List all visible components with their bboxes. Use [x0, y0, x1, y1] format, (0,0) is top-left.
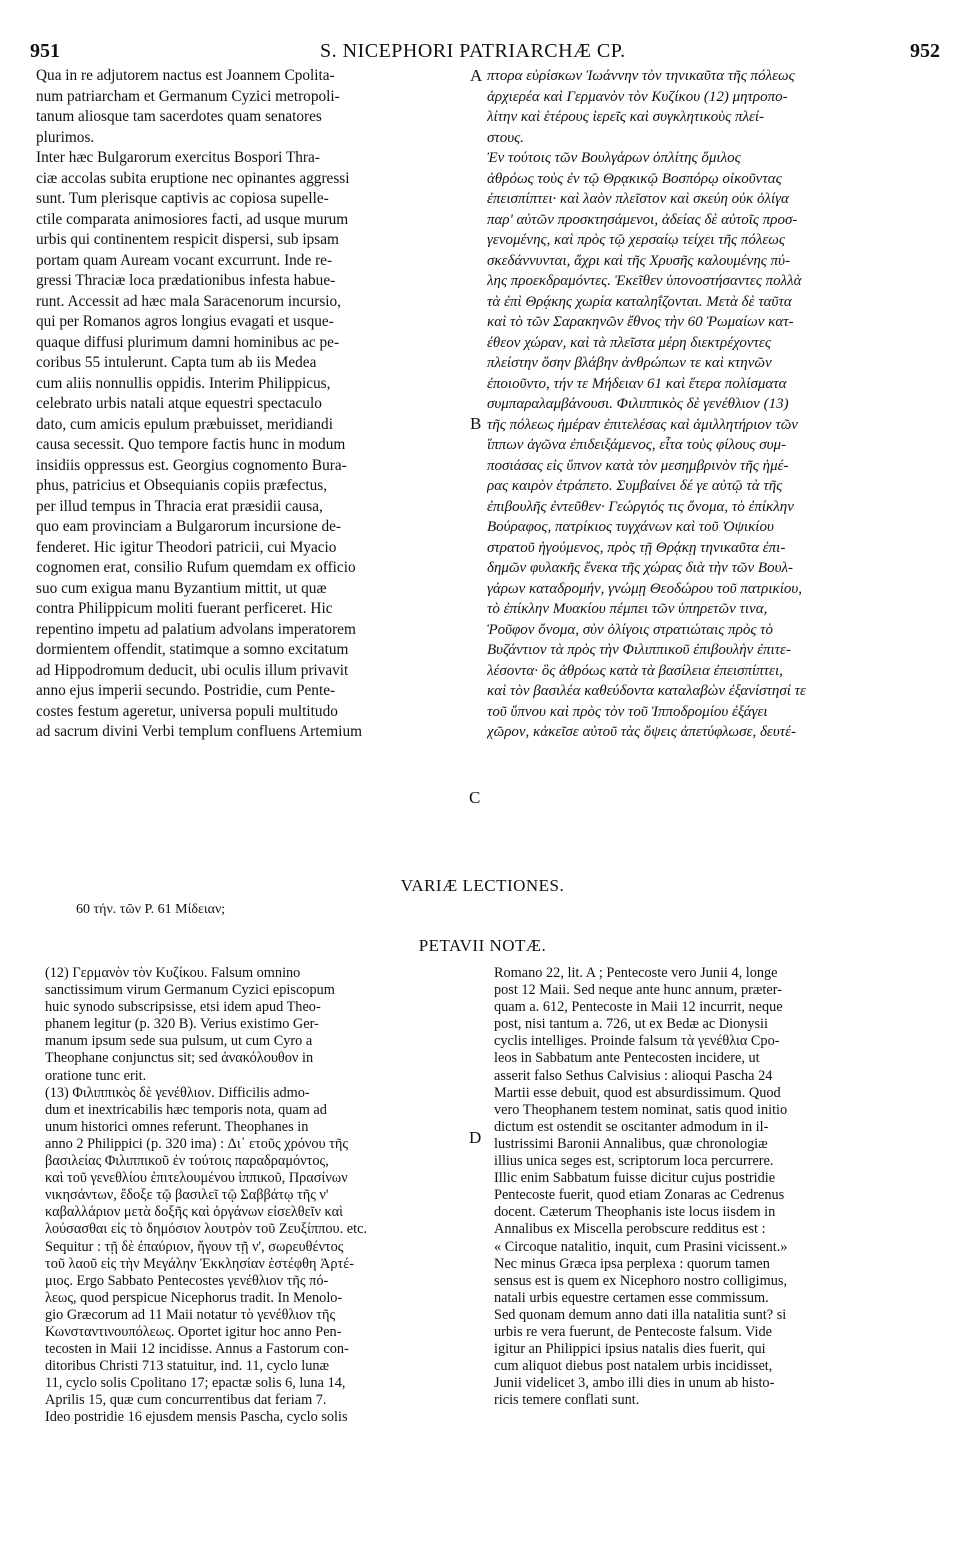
text-line: γάρων καταδρομήν, γνώμῃ Θεοδώρου τοῦ πατρικίου,	[487, 580, 802, 597]
text-line: asserit falso Sethus Calvisius : alioqui Pascha 24	[494, 1067, 773, 1084]
text-line: Nec minus Græca ipsa perplexa : quorum tamen	[494, 1255, 770, 1272]
text-line: sunt. Tum plerisque captivis ac copiosa supelle-	[36, 190, 329, 207]
notes-left-column	[45, 965, 460, 1427]
text-line: suo cum exigua manu Byzantium mittit, ut quæ	[36, 579, 327, 597]
text-line: ἐπεισπίπτει· καὶ λαὸν πλεῖστον καὶ σκεύη οὐκ ὀλίγα	[487, 191, 789, 207]
text-line: στους.	[487, 129, 524, 146]
text-line: « Circoque natalitio, inquit, cum Prasini vicissent.»	[494, 1238, 788, 1255]
text-line: huic synodo subscripsisse, etsi idem apud Theo-	[45, 999, 321, 1016]
text-line: anno 2 Philippici (p. 320 ima) : Δι᾽ ετοῦς χρόνου τῆς	[45, 1135, 349, 1152]
text-line: runt. Accessit ad hæc mala Saracenorum incursio,	[36, 292, 341, 310]
text-line: τῆς πόλεως ἡμέραν ἐπιτελέσας καὶ ἁμιλλητήριον τῶν	[487, 416, 798, 433]
text-line: causa secessit. Quo tempore factis hunc in modum	[36, 436, 346, 453]
text-line: Pentecoste fuerit, quod etiam Zonaras ac Cedrenus	[494, 1187, 785, 1204]
text-line: qui per Romanos agros longius evagati et usque-	[36, 313, 334, 330]
text-line: πτορα εὑρίσκων Ἰωάννην τὸν τηνικαῦτα τῆς πόλεως	[487, 68, 795, 84]
text-line: illius unica seges est, scriptorum loca percurrere.	[494, 1153, 774, 1170]
petavii-notae-title: PETAVII NOTÆ.	[418, 936, 547, 955]
text-line: ricis temere conflati sunt.	[494, 1392, 640, 1409]
greek-text-column	[487, 66, 935, 743]
margin-marker-a: A	[470, 66, 483, 85]
text-line: Theophane conjunctus sit; sed ἀνακόλουθον in	[45, 1050, 314, 1067]
text-line: (12) Γερμανὸν τὸν Κυζίκου. Falsum omnino	[45, 965, 301, 981]
text-line: coribus 55 intulerunt. Capta tum ab iis Medea	[36, 354, 317, 371]
text-line: oratione tunc erit.	[45, 1067, 147, 1084]
text-line: igitur an Philippici ipsius natalis dies fuerit, qui	[494, 1341, 766, 1358]
text-line: Romano 22, lit. A ; Pentecoste vero Junii 4, longe	[494, 965, 778, 981]
text-line: ποσιάσας εἰς ὕπνον κατὰ τὸν μεσημβρινὸν τῆς ἡμέ-	[487, 457, 789, 474]
text-line: συμπαραλαμβάνουσι. Φιλιππικὸς δὲ γενέθλιον (13)	[487, 396, 789, 412]
text-line: Ἐν τούτοις τῶν Βουλγάρων ὁπλίτης ὅμιλος	[487, 150, 741, 166]
text-line: Annalibus ex Miscella perobscure redditus est :	[494, 1221, 766, 1238]
variae-lectiones-title: VARIÆ LECTIONES.	[400, 876, 565, 895]
text-line: ἐποιοῦντο, τήν τε Μήδειαν 61 καὶ ἕτερα πολίσματα	[487, 375, 787, 392]
text-line: Κωνσταντινουπόλεως. Oportet igitur hoc anno Pen-	[45, 1323, 342, 1340]
text-line: gio Græcorum ad 11 Maii notatur τὸ γενέθλιον τῆς	[45, 1306, 336, 1323]
text-line: καὶ τοῦ γενεθλίου ἐπιτελουμένου ἱππικοῦ, Πρασίνων	[45, 1170, 348, 1187]
text-line: fenderet. Hic igitur Theodori patricii, cui Myacio	[36, 538, 337, 556]
text-line: Sequitur : τῇ δὲ ἐπαύριον, ἤγουν τῇ ν', σωρευθέντος	[45, 1238, 344, 1255]
text-line: cyclis intelliges. Proinde falsum τὰ γενέθλια Cpo-	[494, 1033, 780, 1050]
text-line: natali urbis equestre certamen esse commissum.	[494, 1289, 769, 1306]
text-line: quo eam provinciam a Bulgarorum incursione de-	[36, 518, 341, 535]
text-line: 11, cyclo solis Cpolitano 17; epactæ solis 6, luna 14,	[45, 1375, 346, 1392]
text-line: καὶ τὸ τῶν Σαρακηνῶν ἔθνος τὴν 60 Ῥωμαίων κατ-	[487, 314, 794, 330]
text-line: sanctissimum virum Germanum Cyzici episcopum	[45, 982, 335, 999]
text-line: insidiis oppressus est. Georgius cognomento Bura-	[36, 456, 347, 474]
text-line: Ideo postridie 16 ejusdem mensis Pascha, cyclo solis	[45, 1409, 348, 1426]
margin-marker-c: C	[469, 788, 481, 807]
page-header	[30, 40, 940, 66]
text-line: gressi Thraciæ loca prædationibus infesta habue-	[36, 272, 336, 289]
page-number-left: 951	[30, 40, 60, 62]
text-line: τὰ ἐπὶ Θρᾴκης χωρία καταληΐζονται. Μετὰ δὲ ταῦτα	[487, 293, 792, 310]
text-line: post 12 Maii. Sed neque ante hunc annum, præter-	[494, 982, 782, 999]
text-line: unum historici omnes referunt. Theophanes in	[45, 1118, 309, 1135]
text-line: στρατοῦ ἡγούμενος, πρὸς τῇ Θρᾴκῃ τηνικαῦτα ἐπι-	[487, 539, 786, 556]
margin-marker-b: B	[470, 414, 482, 433]
text-line: num patriarcham et Germanum Cyzici metropoli-	[36, 87, 340, 105]
text-line: costes festum ageretur, universa populi multitudo	[36, 702, 338, 720]
text-line: ἀθρόως τοὺς ἐν τῷ Θρᾳκικῷ Βοσπόρῳ οἰκοῦντας	[487, 170, 782, 187]
text-line: phus, patricius et Obsequianis copiis præfectus,	[36, 477, 328, 494]
text-line: έθεον χώραν, καὶ τὰ πλεῖστα μέρη διεκτρέχοντες	[487, 334, 771, 351]
text-line: σκεδάννυνται, ἄχρι καὶ τῆς Χρυσῆς καλουμένης πύ-	[487, 252, 790, 269]
text-line: cognomen erat, consilio Rufum quemdam ex officio	[36, 559, 356, 576]
text-line: Sed quonam demum anno dati illa natalitia sunt? si	[494, 1306, 787, 1323]
text-line: τὸ ἐπίκλην Μυακίου πέμπει τῶν ὑπηρετῶν τινα,	[487, 601, 768, 617]
text-line: tanum aliosque tam sacerdotes quam senatores	[36, 108, 322, 125]
text-line: Inter hæc Bulgarorum exercitus Bospori Thra-	[36, 149, 320, 166]
text-line: anno ejus imperii secundo. Postridie, cum Pente-	[36, 682, 336, 699]
text-line: λούσασθαι εἰς τὸ δημόσιον λουτρὸν τοῦ Ζευξίππου. etc.	[45, 1221, 368, 1238]
text-line: τοῦ ὕπνου καὶ πρὸς τὸν τοῦ Ἱπποδρομίου ἐξάγει	[487, 703, 768, 720]
text-line: ρας καιρὸν ἐτράπετο. Συμβαίνει δέ γε αὐτῷ τὰ τῆς	[487, 478, 783, 494]
text-line: ditoribus Christi 713 statuitur, ind. 11, cyclo lunæ	[45, 1358, 330, 1375]
text-line: λέσοντα· ὃς ἀθρόως κατὰ τὰ βασίλεια ἐπεισπίπτει,	[487, 662, 783, 679]
text-line: dato, cum amicis epulum præbuisset, meridiandi	[36, 415, 333, 433]
text-line: leos in Sabbatum ante Pentecosten incidere, ut	[494, 1050, 760, 1067]
text-line: λεως, quod perspicue Nicephorus tradit. In Menolo-	[45, 1289, 343, 1306]
text-line: manum ipsum sede sua pulsum, ut cum Cyro a	[45, 1033, 313, 1050]
text-line: καβαλλάριον μετὰ δοξῆς καὶ ὀργάνων εἰσελθεῖν καὶ	[45, 1204, 343, 1221]
running-title: S. NICEPHORI PATRIARCHÆ CP.	[320, 40, 626, 62]
text-line: dormientem offendit, statimque a somno excitatum	[36, 641, 349, 658]
text-line: contra Philippicum moliti fuerant perficeret. Hic	[36, 600, 333, 617]
text-line: cum aliis nonnullis oppidis. Interim Philippicus,	[36, 374, 331, 392]
text-line: docent. Cæterum Theophanis iste locus iisdem in	[494, 1204, 776, 1221]
text-line: Βυζάντιον τὰ πρὸς τὴν Φιλιππικοῦ ἐπιβουλὴν ἐπιτε-	[487, 642, 791, 658]
text-line: dum et inextricabilis hæc temporis nota, quam ad	[45, 1101, 327, 1118]
text-line: (13) Φιλιππικὸς δὲ γενέθλιον. Difficilis admo-	[45, 1084, 310, 1101]
text-line: repentino impetu ad palatium advolans imperatorem	[36, 620, 356, 638]
text-line: quaque diffusi plurimum damni hominibus ac pe-	[36, 333, 340, 351]
page-number-right: 952	[910, 40, 940, 62]
text-line: γενομένης, καὶ πρὸς τῷ χερσαίῳ τείχει τῆς πόλεως	[487, 232, 785, 248]
text-line: vero Theophanem testem nominat, satis quod initio	[494, 1101, 788, 1118]
text-line: τοῦ λαοῦ εἰς τὴν Μεγάλην Ἐκκλησίαν ἑστέφθη Ἀρτέ-	[45, 1255, 355, 1272]
text-line: urbis qui continentem respicit dispersi, sub ipsam	[36, 231, 339, 248]
text-line: χῶρον, κἀκεῖσε αὐτοῦ τὰς ὄψεις ἀπετύφλωσε, δευτέ-	[487, 724, 797, 740]
text-line: ἀρχιερέα καὶ Γερμανὸν τὸν Κυζίκου (12) μητροπο-	[487, 88, 788, 105]
text-line: βασιλείας Φιλιππικοῦ ἐν τούτοις παραδραμόντος,	[45, 1153, 329, 1170]
text-line: tecosten in Maii 12 incidisse. Annus a Fastorum con-	[45, 1341, 349, 1358]
text-line: Junii videlicet 3, ambo illi dies in unum ab histo-	[494, 1375, 775, 1392]
variae-footnote: 60 τήν. τῶν P. 61 Μίδειαν;	[76, 902, 226, 917]
text-line: ctile comparata animosiores facti, ad usque murum	[36, 210, 349, 228]
text-line: portam quam Auream vocant excurrunt. Inde re-	[36, 251, 333, 269]
text-line: Βούραφος, πατρίκιος τυγχάνων καὶ τοῦ Ὀψικίου	[487, 519, 774, 535]
text-line: urbis re vera fuerunt, de Pentecoste falsum. Vide	[494, 1323, 772, 1340]
text-line: ad sacrum divini Verbi templum confluens Artemium	[36, 723, 362, 740]
text-line: δημῶν φυλακῆς ἕνεκα τῆς χώρας διὰ τὴν τῶν Βουλ-	[487, 560, 793, 576]
notes-right-column	[494, 965, 930, 1409]
text-line: λης προεκδραμόντες. Ἐκεῖθεν ὑπονοστήσαντες πολλὰ	[487, 273, 802, 289]
text-line: lustrissimi Baronii Annalibus, quæ chronologiæ	[494, 1135, 768, 1152]
text-line: Illic enim Sabbatum fuisse dicitur cujus postridie	[494, 1170, 776, 1187]
text-line: cum aliquot diebus post natalem urbis incidisset,	[494, 1358, 773, 1375]
latin-text-column	[36, 66, 468, 743]
text-line: quam a. 612, Pentecoste in Maii 12 incurrit, neque	[494, 999, 783, 1016]
text-line: celebrato urbis natali atque equestri spectaculo	[36, 395, 322, 412]
text-line: πλείστην ὅσην βλάβην ἀνθρώπων τε καὶ κτηνῶν	[487, 355, 772, 371]
text-line: post, nisi tantum a. 726, ut ex Bedæ ac Dionysii	[494, 1016, 769, 1033]
text-line: ad Hippodromum deducit, ubi oculis illum privavit	[36, 661, 349, 679]
text-line: sensus est is quem ex Nicephoro nostro colligimus,	[494, 1272, 788, 1289]
text-line: νικησάντων, ἔδοξε τῷ βασιλεῖ τῷ Σαββάτῳ τῆς ν'	[45, 1187, 329, 1204]
text-line: per illud tempus in Thracia erat præsidii causa,	[36, 497, 323, 515]
text-line: Qua in re adjutorem nactus est Joannem Cpolita-	[36, 67, 335, 84]
text-line: ἵππων ἀγῶνα ἐπιδειξάμενος, εἶτα τοὺς φίλους συμ-	[487, 437, 786, 453]
text-line: Aprilis 15, quæ cum concurrentibus dat feriam 7.	[45, 1392, 327, 1409]
text-line: Ῥοῦφον ὄνομα, σὺν ὀλίγοις στρατιώταις πρὸς τὸ	[487, 621, 774, 638]
text-line: Martii esse debuit, quod est absurdissimum. Quod	[494, 1084, 781, 1101]
text-line: dictum est ostendit se oscitanter admodum in il-	[494, 1118, 769, 1135]
text-line: παρ' αὐτῶν προσκτησάμενοι, ἀδείας δὲ αὐτοῖς προσ-	[487, 211, 798, 228]
text-line: ciæ accolas subita eruptione nec opinantes aggressi	[36, 169, 350, 187]
text-line: ἐπιβουλῆς ἐντεῦθεν· Γεώργιός τις ὄνομα, τὸ ἐπίκλην	[487, 498, 794, 515]
text-line: phanem legitur (p. 320 B). Verius existimo Ger-	[45, 1016, 319, 1033]
margin-marker-d: D	[469, 1128, 482, 1147]
text-line: μιος. Ergo Sabbato Pentecostes γενέθλιον τῆς πό-	[45, 1272, 329, 1289]
text-line: λίτην καὶ ἑτέρους ἱερεῖς καὶ συγκλητικοὺς πλεί-	[487, 109, 765, 125]
text-line: plurimos.	[36, 128, 95, 146]
text-line: καὶ τὸν βασιλέα καθεύδοντα καταλαβὼν ἐξανίστησί τε	[487, 683, 806, 699]
